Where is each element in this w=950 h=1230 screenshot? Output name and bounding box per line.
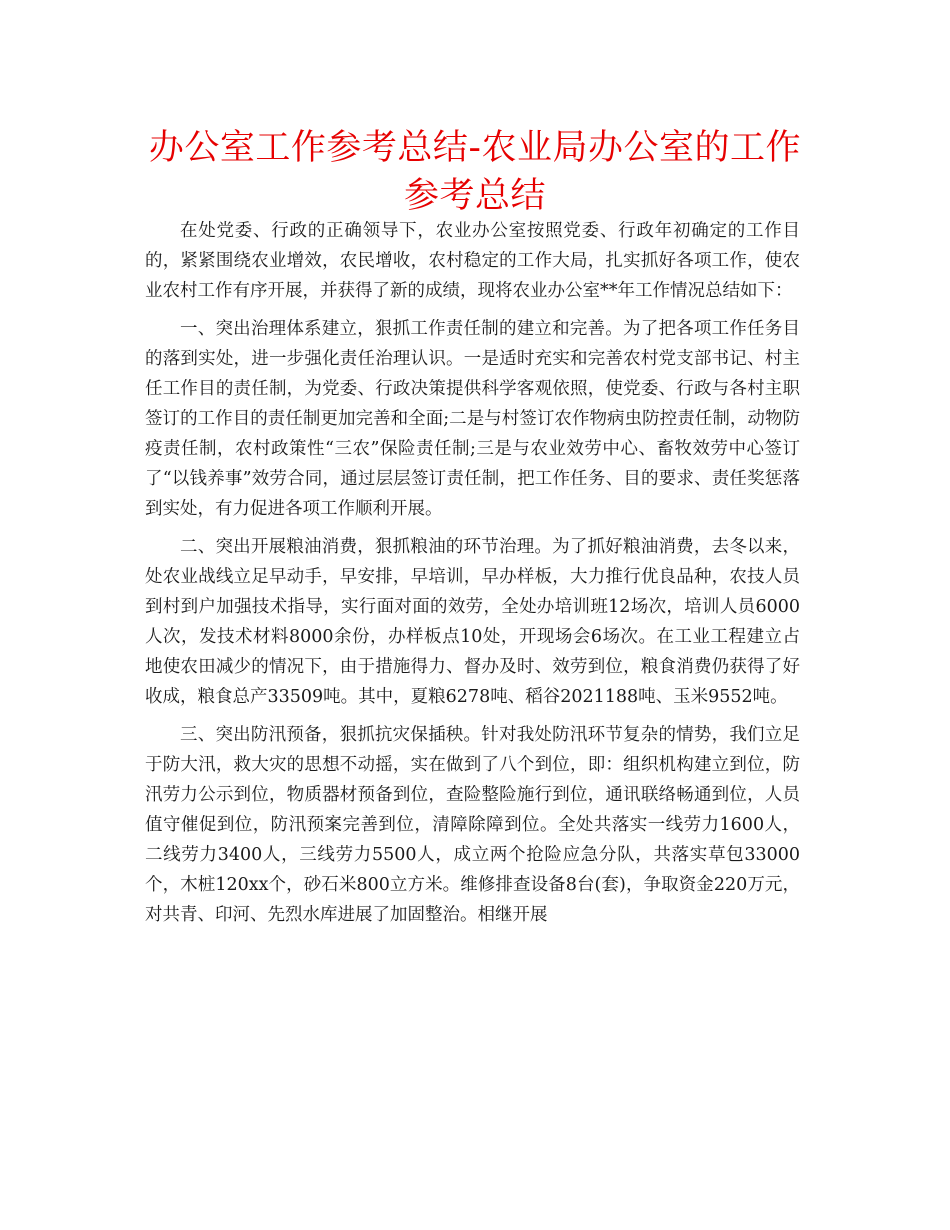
document-body bbox=[145, 216, 800, 930]
section-three-paragraph: 三、突出防汛预备，狠抓抗灾保插秧。针对我处防汛环节复杂的情势，我们立足于防大汛，救大灾的思想不动摇，实在做到了八个到位，即：组织机构建立到位，防汛劳力公示到位，物质器材预备到位，查险整险施行到位，通讯联络畅通到位，人员值守催促到位，防汛预案完善到位，清障除障到位。全处共落实一线劳力1600人，二线劳力3400人，三线劳力5500人，成立两个抢险应急分队，共落实草包33000个，木桩120xx个，砂石米800立方米。维修排查设备8台(套)，争取资金220万元，对共青、印河、先烈水库进展了加固整治。相继开展 bbox=[145, 725, 800, 925]
paragraph-spacer bbox=[145, 306, 800, 314]
paragraph-spacer bbox=[145, 524, 800, 532]
document-title: 办公室工作参考总结-农业局办公室的工作参考总结 bbox=[148, 128, 802, 216]
section-two-paragraph: 二、突出开展粮油消费，狠抓粮油的环节治理。为了抓好粮油消费，去冬以来，处农业战线立足早动手，早安排，早培训，早办样板，大力推行优良品种，农技人员到村到户加强技术指导，实行面对面的效劳，全处办培训班12场次，培训人员6000人次，发技术材料8000余份，办样板点10处，开现场会6场次。在工业工程建立占地使农田减少的情况下，由于措施得力、督办及时、效劳到位，粮食消费仍获得了好收成，粮食总产33509吨。其中，夏粮6278吨、稻谷2021188吨、玉米9552吨。 bbox=[145, 537, 800, 707]
section-one-paragraph: 一、突出治理体系建立，狠抓工作责任制的建立和完善。为了把各项工作任务目的落到实处，进一步强化责任治理认识。一是适时充实和完善农村党支部书记、村主任工作目的责任制，为党委、行政决策提供科学客观依照，使党委、行政与各村主职签订的工作目的责任制更加完善和全面;二是与村签订农作物病虫防控责任制，动物防疫责任制，农村政策性“三农”保险责任制;三是与农业效劳中心、畜牧效劳中心签订了“以钱养事”效劳合同，通过层层签订责任制，把工作任务、目的要求、责任奖惩落到实处，有力促进各项工作顺利开展。 bbox=[145, 319, 800, 519]
paragraph-spacer bbox=[145, 712, 800, 720]
intro-paragraph: 在处党委、行政的正确领导下，农业办公室按照党委、行政年初确定的工作目的，紧紧围绕农业增效，农民增收，农村稳定的工作大局，扎实抓好各项工作，使农业农村工作有序开展，并获得了新的成绩，现将农业办公室**年工作情况总结如下： bbox=[145, 221, 800, 301]
